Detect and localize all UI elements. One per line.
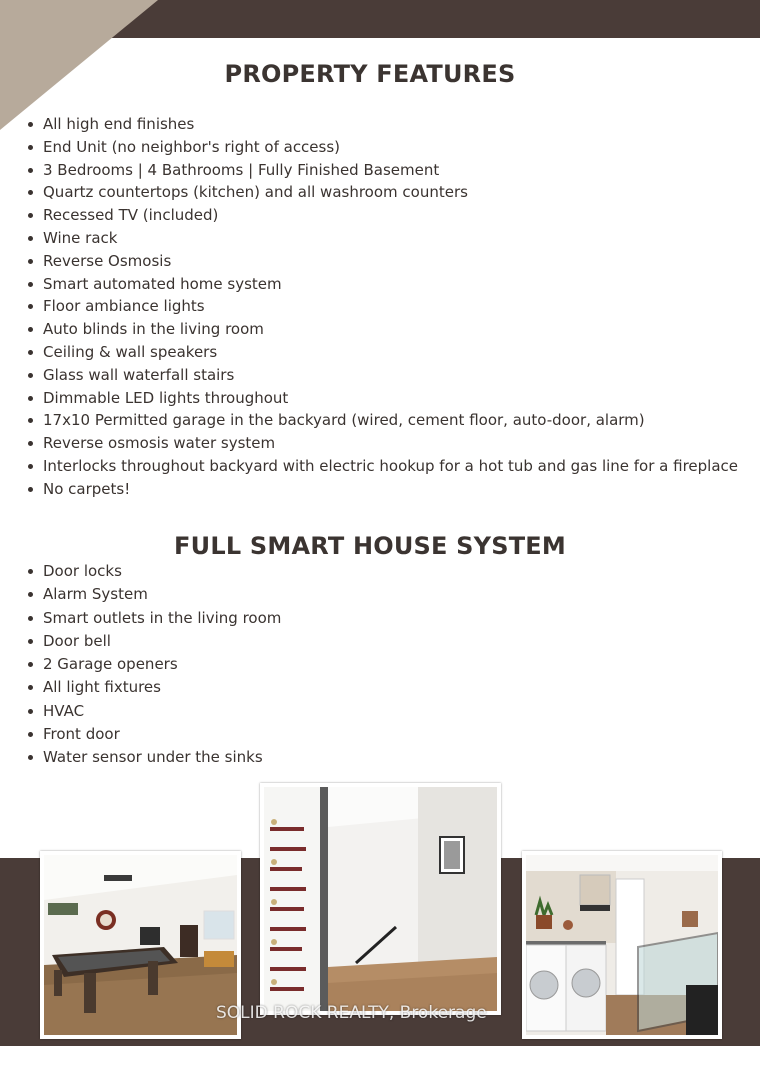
list-item: HVAC: [25, 700, 281, 723]
basement-billiards-photo: [40, 851, 241, 1039]
list-item: 17x10 Permitted garage in the backyard (wired, cement floor, auto-door, alarm): [25, 409, 738, 432]
property-features-heading: PROPERTY FEATURES: [224, 60, 516, 88]
laundry-glass-stairs-photo: [522, 851, 722, 1039]
list-item: Ceiling & wall speakers: [25, 341, 738, 364]
list-item: Wine rack: [25, 227, 738, 250]
list-item: Door locks: [25, 560, 281, 583]
list-item: Auto blinds in the living room: [25, 318, 738, 341]
brokerage-watermark: SOLID ROCK REALTY, Brokerage: [216, 1003, 487, 1023]
list-item: Alarm System: [25, 583, 281, 606]
list-item: Dimmable LED lights throughout: [25, 387, 738, 410]
list-item: Floor ambiance lights: [25, 295, 738, 318]
smart-house-list: [25, 560, 281, 770]
list-item: End Unit (no neighbor's right of access): [25, 136, 738, 159]
list-item: No carpets!: [25, 478, 738, 501]
property-features-list: [25, 113, 738, 501]
list-item: Glass wall waterfall stairs: [25, 364, 738, 387]
list-item: Reverse Osmosis: [25, 250, 738, 273]
list-item: Smart automated home system: [25, 273, 738, 296]
list-item: Water sensor under the sinks: [25, 746, 281, 769]
wine-rack-stairs-photo: [260, 783, 501, 1015]
list-item: All light fixtures: [25, 676, 281, 699]
list-item: Recessed TV (included): [25, 204, 738, 227]
list-item: Smart outlets in the living room: [25, 607, 281, 630]
list-item: 2 Garage openers: [25, 653, 281, 676]
list-item: Reverse osmosis water system: [25, 432, 738, 455]
list-item: Front door: [25, 723, 281, 746]
list-item: Interlocks throughout backyard with electric hookup for a hot tub and gas line for a fireplace: [25, 455, 738, 478]
list-item: All high end finishes: [25, 113, 738, 136]
list-item: 3 Bedrooms | 4 Bathrooms | Fully Finished Basement: [25, 159, 738, 182]
list-item: Door bell: [25, 630, 281, 653]
smart-house-heading: FULL SMART HOUSE SYSTEM: [174, 532, 566, 560]
list-item: Quartz countertops (kitchen) and all washroom counters: [25, 181, 738, 204]
